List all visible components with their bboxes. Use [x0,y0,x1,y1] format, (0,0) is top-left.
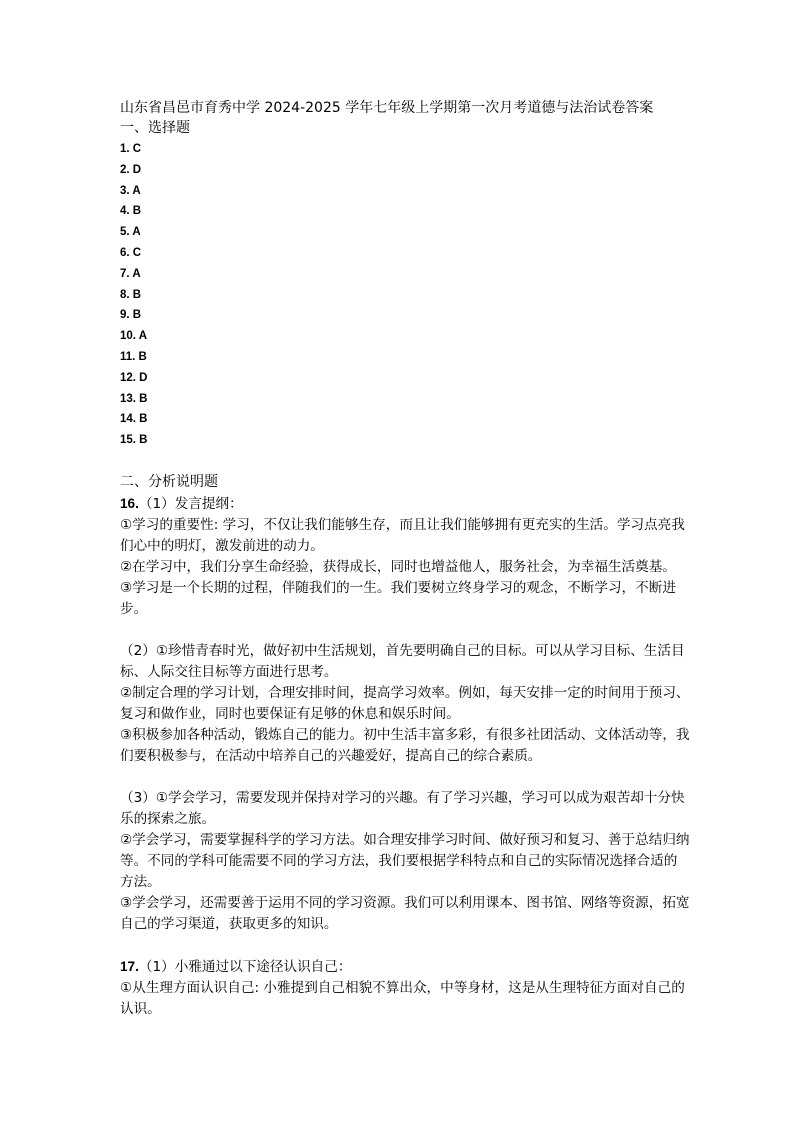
answer-item: 14. B [120,413,148,426]
answer-item: 3. A [120,184,141,197]
answer-paragraph: ①从生理方面认识自己: 小雅提到自己相貌不算出众，中等身材，这是从生理特征方面对自己的认识。 [120,979,685,1017]
answer-item: 15. B [120,434,148,447]
answer-item: 10. A [120,330,148,343]
answer-item: 7. A [120,267,141,280]
answer-paragraph: ③学习是一个长期的过程，伴随我们的一生。我们要树立终身学习的观念，不断学习，不断进步。 [120,579,676,617]
spacer [120,767,690,788]
answer-item: 11. B [120,350,147,363]
answer-paragraph: ②学会学习，需要掌握科学的学习方法。如合理安排学习时间、做好预习和复习、善于总结归纳等。不同的学科可能需要不同的学习方法，我们要根据学科特点和自己的实际情况选择合适的方法。 [120,831,690,890]
answer-item: 12. D [120,371,148,384]
spacer [120,620,690,641]
spacer [120,451,690,472]
question-part-label: （1）发言提纲： [138,495,243,512]
question-number: 16. [120,495,139,511]
answer-paragraph: ①学习的重要性: 学习，不仅让我们能够生存，而且让我们能够拥有更充实的生活。学习点亮我们心中的明灯，激发前进的动力。 [120,516,685,554]
answer-paragraph: ③积极参加各种活动，锻炼自己的能力。初中生活丰富多彩，有很多社团活动、文体活动等，我们要积极参与，在活动中培养自己的兴趣爱好，提高自己的综合素质。 [120,726,690,764]
choice-answer-list [120,139,690,451]
answer-paragraph: ②在学习中，我们分享生命经验，获得成长，同时也增益他人，服务社会，为幸福生活奠基。 [120,558,676,575]
question-part-label: （1）小雅通过以下途径认识自己： [138,958,352,975]
answer-paragraph: ③学会学习，还需要善于运用不同的学习资源。我们可以利用课本、图书馆、网络等资源，拓宽自己的学习渠道，获取更多的知识。 [120,894,690,932]
spacer [120,935,690,956]
answer-item: 9. B [120,309,142,322]
document-title: 山东省昌邑市育秀中学 2024-2025 学年七年级上学期第一次月考道德与法治试卷答案 [120,100,654,116]
answer-paragraph: ②制定合理的学习计划，合理安排时间，提高学习效率。例如，每天安排一定的时间用于预习、复习和做作业，同时也要保证有足够的休息和娱乐时间。 [120,684,690,722]
section-heading-analysis: 二、分析说明题 [120,473,218,490]
answer-item: 2. D [120,163,142,176]
answer-item: 13. B [120,392,148,405]
answer-paragraph: （3）①学会学习，需要发现并保持对学习的兴趣。有了学习兴趣，学习可以成为艰苦却十分快乐的探索之旅。 [120,789,685,827]
answer-item: 4. B [120,205,142,218]
answer-item: 1. C [120,143,142,155]
answer-document [120,98,690,1020]
answer-item: 5. A [120,226,141,239]
q17-part1-intro [120,956,690,978]
answer-paragraph: （2）①珍惜青春时光，做好初中生活规划，首先要明确自己的目标。可以从学习目标、生活目标、人际交往目标等方面进行思考。 [120,642,685,680]
section-heading-choice: 一、选择题 [120,120,190,136]
question-number: 17. [120,958,139,974]
answer-item: 6. C [120,246,142,259]
q16-part1-intro [120,493,690,515]
answer-item: 8. B [120,288,142,301]
